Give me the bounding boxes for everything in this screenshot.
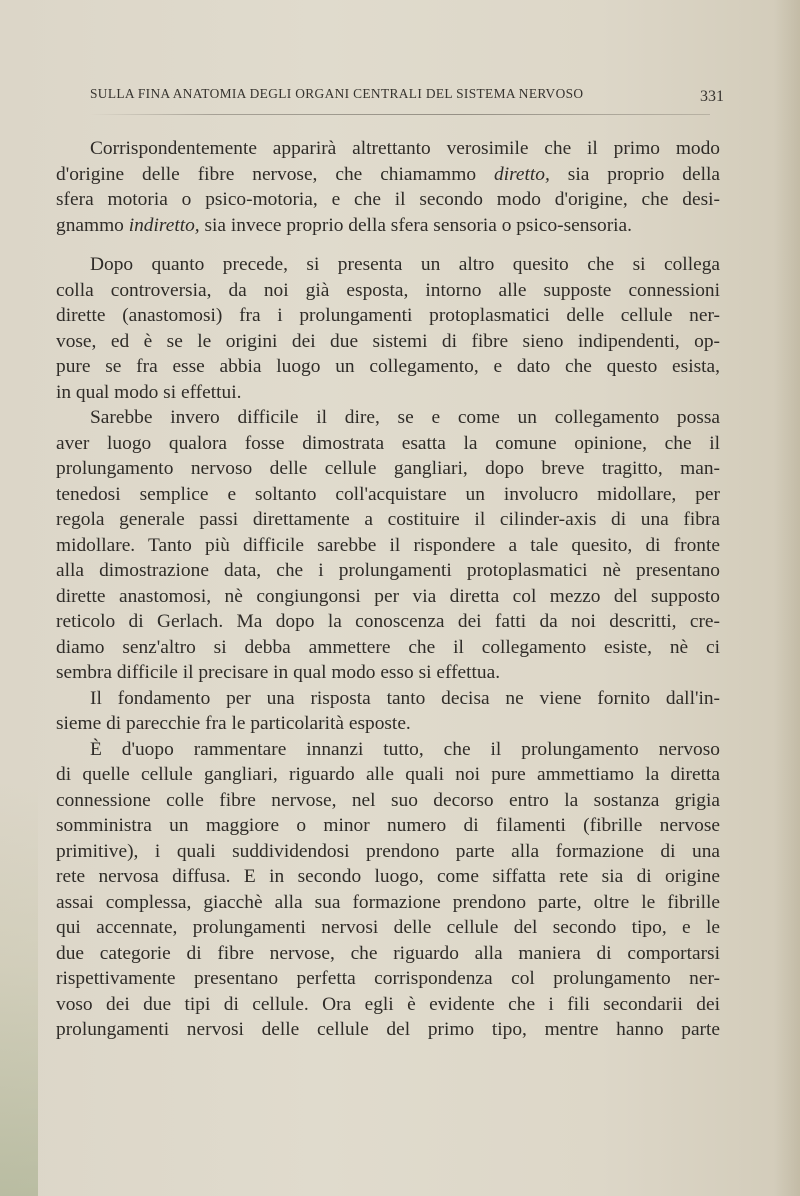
text-line: gnammo indiretto, sia invece proprio della sfera sensoria o psico-sensoria. bbox=[56, 214, 633, 236]
text-line: rete nervosa diffusa. E in secondo luogo, come siffatta rete sia di origine bbox=[56, 866, 720, 887]
page-edge-shadow bbox=[774, 0, 800, 1196]
text-line: colla controversia, da noi già esposta, intorno alle supposte connessioni bbox=[56, 279, 720, 301]
text-line: primitive), i quali suddividendosi prendono parte alla formazione di una bbox=[56, 840, 720, 862]
text-line: alla dimostrazione data, che i prolungamenti protoplasmatici nè presentano bbox=[56, 560, 720, 581]
text-line: midollare. Tanto più difficile sarebbe il rispondere a tale quesito, di fronte bbox=[56, 534, 720, 556]
text-line: tenedosi semplice e soltanto coll'acquistare un involucro midollare, per bbox=[56, 483, 720, 505]
running-title: SULLA FINA ANATOMIA DEGLI ORGANI CENTRALI DEL SISTEMA NERVOSO bbox=[90, 86, 584, 101]
text-line: dirette (anastomosi) fra i prolungamenti protoplasmatici delle cellule ner- bbox=[56, 305, 720, 326]
header-rule bbox=[90, 114, 710, 115]
paragraph bbox=[56, 136, 720, 238]
text-line: regola generale passi direttamente a costituire il cilinder-axis di una fibra bbox=[56, 509, 720, 530]
text-line: voso dei due tipi di cellule. Ora egli è evidente che i fili secondarii dei bbox=[56, 993, 720, 1015]
text-line: prolungamenti nervosi delle cellule del primo tipo, mentre hanno parte bbox=[56, 1019, 720, 1040]
text-line: Il fondamento per una risposta tanto decisa ne viene fornito dall'in- bbox=[90, 687, 720, 709]
paragraph bbox=[56, 405, 720, 686]
italic-term: indiretto, bbox=[128, 214, 200, 236]
italic-term: diretto, bbox=[494, 163, 550, 185]
text-line: sembra difficile il precisare in qual modo esso si effettua. bbox=[56, 662, 501, 683]
text-line: sfera motoria o psico-motoria, e che il secondo modo d'origine, che desi- bbox=[56, 189, 720, 210]
text-line: dirette anastomosi, nè congiungonsi per via diretta col mezzo del supposto bbox=[56, 585, 720, 607]
body-text bbox=[56, 136, 720, 1043]
text-line: in qual modo si effettui. bbox=[56, 381, 242, 403]
text-line: È d'uopo rammentare innanzi tutto, che il prolungamento nervoso bbox=[90, 738, 720, 760]
page-stain bbox=[0, 776, 38, 1196]
text-line: vose, ed è se le origini dei due sistemi di fibre sieno indipendenti, op- bbox=[56, 330, 720, 352]
text-line: di quelle cellule gangliari, riguardo alle quali noi pure ammettiamo la diretta bbox=[56, 764, 720, 785]
text-line: somministra un maggiore o minor numero di filamenti (fibrille nervose bbox=[56, 815, 720, 836]
text-line: Corrispondentemente apparirà altrettanto verosimile che il primo modo bbox=[90, 138, 720, 159]
text-line: connessione colle fibre nervose, nel suo decorso entro la sostanza grigia bbox=[56, 789, 720, 811]
text-line: d'origine delle fibre nervose, che chiamammo diretto, sia proprio della bbox=[56, 163, 720, 185]
text-line: aver luogo qualora fosse dimostrata esatta la comune opinione, che il bbox=[56, 432, 720, 454]
paragraph bbox=[56, 252, 720, 405]
text-line: sieme di parecchie fra le particolarità esposte. bbox=[56, 713, 411, 734]
page-number: 331 bbox=[700, 88, 724, 105]
text-line: prolungamento nervoso delle cellule gangliari, dopo breve tragitto, man- bbox=[56, 458, 720, 479]
text-line: pure se fra esse abbia luogo un collegamento, e dato che questo esista, bbox=[56, 356, 720, 377]
paragraph bbox=[56, 737, 720, 1043]
text-line: Dopo quanto precede, si presenta un altro quesito che si collega bbox=[90, 254, 720, 275]
text-line: assai complessa, giacchè alla sua formazione prendono parte, oltre le fibrille bbox=[56, 891, 720, 913]
paragraph bbox=[56, 686, 720, 737]
text-line: Sarebbe invero difficile il dire, se e come un collegamento possa bbox=[90, 407, 720, 428]
text-line: due categorie di fibre nervose, che riguardo alla maniera di comportarsi bbox=[56, 942, 720, 964]
text-line: qui accennate, prolungamenti nervosi delle cellule del secondo tipo, e le bbox=[56, 917, 720, 938]
text-line: reticolo di Gerlach. Ma dopo la conoscenza dei fatti da noi descritti, cre- bbox=[56, 611, 720, 632]
text-line: diamo senz'altro si debba ammettere che il collegamento esiste, nè ci bbox=[56, 636, 720, 658]
text-line: rispettivamente presentano perfetta corrispondenza col prolungamento ner- bbox=[56, 968, 720, 989]
